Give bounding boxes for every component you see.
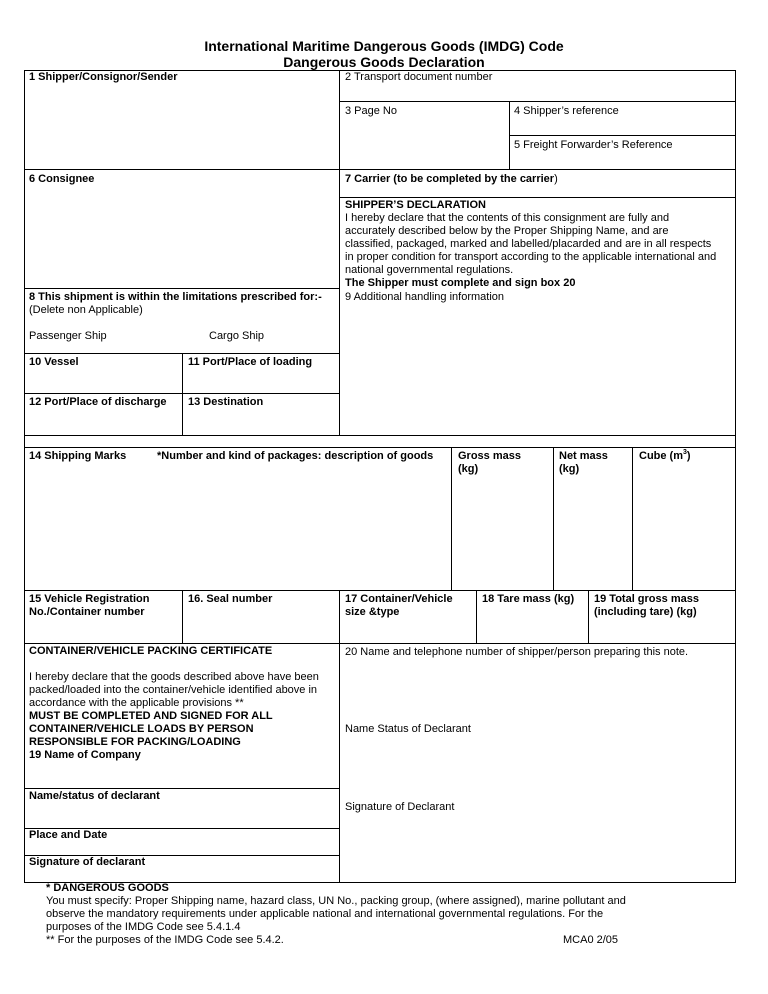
packing-certificate-line: I hereby declare that the goods described above have been <box>29 671 319 683</box>
net-mass-unit: (kg) <box>559 463 580 475</box>
footer-line: You must specify: Proper Shipping name, hazard class, UN No., packing group, (where assigned), marine pollutant and <box>46 895 626 907</box>
box-3-page-no: 3 Page No <box>345 105 397 117</box>
box-10-vessel: 10 Vessel <box>29 356 79 368</box>
packing-certificate-notice: CONTAINER/VEHICLE LOADS BY PERSON <box>29 723 254 735</box>
packing-certificate-notice: MUST BE COMPLETED AND SIGNED FOR ALL <box>29 710 273 722</box>
box-16-seal-number: 16. Seal number <box>188 593 273 605</box>
cargo-ship-option[interactable]: Cargo Ship <box>209 330 265 342</box>
footer-line: observe the mandatory requirements under applicable national and international governmental regulations. For the <box>46 908 604 920</box>
packing-certificate-heading: CONTAINER/VEHICLE PACKING CERTIFICATE <box>29 645 273 657</box>
net-mass-header: Net mass <box>559 450 608 462</box>
shipper-declaration-line: national governmental regulations. <box>345 264 514 276</box>
box-19-including-tare: (including tare) (kg) <box>594 606 697 618</box>
cube-header <box>639 450 691 463</box>
packing-certificate-line: packed/loaded into the container/vehicle identified above in <box>29 684 318 696</box>
box-15-container-number: No./Container number <box>29 606 145 618</box>
box-8-note: (Delete non Applicable) <box>29 304 143 316</box>
box-2-transport-doc: 2 Transport document number <box>345 71 493 83</box>
footer-line: purposes of the IMDG Code see 5.4.1.4 <box>46 921 241 933</box>
shipper-declaration-line: classified, packaged, marked and labelled/placarded and are in all respects <box>345 238 712 250</box>
signature-declarant-label: Signature of Declarant <box>345 801 455 813</box>
box-8-limitations: 8 This shipment is within the limitations prescribed for:- <box>29 291 322 303</box>
packing-certificate-line: accordance with the applicable provisions ** <box>29 697 244 709</box>
box-7-carrier-label: 7 Carrier (to be completed by the carrier <box>345 173 555 185</box>
box-9-handling-info: 9 Additional handling information <box>345 291 505 303</box>
box-11-port-loading: 11 Port/Place of loading <box>188 356 313 368</box>
form-code: MCA0 2/05 <box>563 934 619 946</box>
goods-description-header: *Number and kind of packages: description of goods <box>157 450 434 462</box>
dangerous-goods-heading: * DANGEROUS GOODS <box>46 882 169 894</box>
gross-mass-unit: (kg) <box>458 463 479 475</box>
box-19-total-gross-mass: 19 Total gross mass <box>594 593 699 605</box>
cube-label: Cube (m <box>639 450 683 462</box>
box-5-freight-forwarder: 5 Freight Forwarder’s Reference <box>514 139 673 151</box>
box-13-destination: 13 Destination <box>188 396 264 408</box>
box-20-name-telephone: 20 Name and telephone number of shipper/person preparing this note. <box>345 646 689 658</box>
box-17-size-type: size &type <box>345 606 400 618</box>
shipper-must-sign: The Shipper must complete and sign box 20 <box>345 277 576 289</box>
place-date-label: Place and Date <box>29 829 108 841</box>
cube-label-end: ) <box>686 450 691 462</box>
box-7-carrier-end: ) <box>554 173 558 185</box>
box-4-shipper-reference: 4 Shipper’s reference <box>514 105 619 117</box>
box-18-tare-mass: 18 Tare mass (kg) <box>482 593 575 605</box>
box-15-vehicle-registration: 15 Vehicle Registration <box>29 593 150 605</box>
page-subtitle: Dangerous Goods Declaration <box>283 54 485 70</box>
shipper-declaration-heading: SHIPPER’S DECLARATION <box>345 199 486 211</box>
page-title: International Maritime Dangerous Goods (IMDG) Code <box>204 38 564 54</box>
shipper-declaration-line: I hereby declare that the contents of this consignment are fully and <box>345 212 670 224</box>
box-14-shipping-marks: 14 Shipping Marks <box>29 450 127 462</box>
box-7-carrier <box>345 173 558 186</box>
declarant-status-label: Name/status of declarant <box>29 790 160 802</box>
cube-superscript: 3 <box>683 449 687 456</box>
shipper-declaration-line: accurately described below by the Proper Shipping Name, and are <box>345 225 669 237</box>
name-status-declarant-label: Name Status of Declarant <box>345 723 471 735</box>
box-12-port-discharge: 12 Port/Place of discharge <box>29 396 167 408</box>
gross-mass-header: Gross mass <box>458 450 521 462</box>
box-17-container-vehicle: 17 Container/Vehicle <box>345 593 453 605</box>
passenger-ship-option[interactable]: Passenger Ship <box>29 330 107 342</box>
footer-line: ** For the purposes of the IMDG Code see 5.4.2. <box>46 934 284 946</box>
box-1-shipper: 1 Shipper/Consignor/Sender <box>29 71 178 83</box>
packing-certificate-notice: RESPONSIBLE FOR PACKING/LOADING <box>29 736 241 748</box>
company-name-label: 19 Name of Company <box>29 749 141 761</box>
box-6-consignee: 6 Consignee <box>29 173 95 185</box>
shipper-declaration-line: in proper condition for transport according to the applicable international and <box>345 251 717 263</box>
packing-signature-label: Signature of declarant <box>29 856 146 868</box>
